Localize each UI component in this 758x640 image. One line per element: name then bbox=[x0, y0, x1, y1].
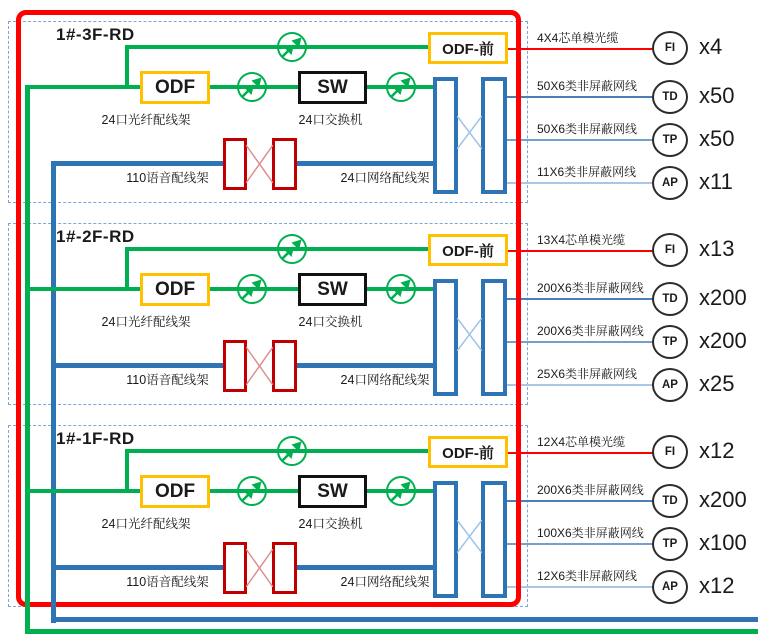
node-count: x4 bbox=[699, 34, 723, 59]
voice-panel-caption: 110语音配线架 bbox=[126, 171, 209, 185]
fiber-cable-line bbox=[506, 250, 654, 252]
node-circle-tp: TP bbox=[652, 123, 688, 157]
node-circle-td: TD bbox=[652, 282, 688, 316]
fiber-backbone-trunk-vertical bbox=[25, 85, 30, 634]
cable-label: 100X6类非屏蔽网线 bbox=[537, 526, 644, 540]
node-circle-ap: AP bbox=[652, 166, 688, 200]
fiber-splice-icon bbox=[276, 435, 308, 467]
odf-box: ODF bbox=[140, 71, 210, 104]
fiber-line-riser-connector bbox=[125, 45, 129, 89]
network-cable-line bbox=[505, 500, 654, 502]
cable-label: 200X6类非屏蔽网线 bbox=[537, 281, 644, 295]
voice-crossconnect-icon bbox=[246, 145, 273, 183]
voice-panel-right bbox=[272, 138, 297, 190]
network-crossconnect-icon bbox=[457, 520, 482, 553]
cable-label: 11X6类非屏蔽网线 bbox=[537, 165, 637, 179]
odf-front-box: ODF-前 bbox=[428, 234, 508, 266]
cable-label: 25X6类非屏蔽网线 bbox=[537, 367, 638, 381]
node-circle-fi: FI bbox=[652, 233, 688, 267]
fiber-splice-icon bbox=[385, 273, 417, 305]
node-circle-td: TD bbox=[652, 80, 688, 114]
network-panel-right bbox=[481, 481, 507, 598]
voice-crossconnect-icon bbox=[246, 347, 273, 385]
node-count: x12 bbox=[699, 573, 735, 598]
network-cable-line bbox=[505, 341, 654, 343]
voice-line-left bbox=[51, 363, 223, 368]
odf-box: ODF bbox=[140, 273, 210, 306]
node-count: x50 bbox=[699, 83, 735, 108]
voice-backbone-trunk-horizontal bbox=[51, 617, 758, 622]
cable-label: 13X4芯单模光缆 bbox=[537, 233, 626, 247]
cable-label: 50X6类非屏蔽网线 bbox=[537, 79, 638, 93]
cable-label: 200X6类非屏蔽网线 bbox=[537, 324, 644, 338]
network-panel-right bbox=[481, 279, 507, 396]
network-cable-line bbox=[505, 586, 654, 588]
node-count: x200 bbox=[699, 487, 747, 512]
odf-front-box: ODF-前 bbox=[428, 32, 508, 64]
voice-line-right bbox=[295, 363, 435, 368]
cable-label: 50X6类非屏蔽网线 bbox=[537, 122, 638, 136]
voice-panel-right bbox=[272, 542, 297, 594]
node-count: x200 bbox=[699, 285, 747, 310]
node-circle-fi: FI bbox=[652, 435, 688, 469]
fiber-line-trunk-branch bbox=[25, 489, 140, 493]
node-count: x50 bbox=[699, 126, 735, 151]
fiber-cable-line bbox=[506, 452, 654, 454]
voice-line-left bbox=[51, 565, 223, 570]
voice-line-left bbox=[51, 161, 223, 166]
floor-title: 1#-2F-RD bbox=[56, 227, 135, 246]
odf-caption: 24口光纤配线架 bbox=[101, 315, 191, 329]
network-panel-caption: 24口网络配线架 bbox=[340, 575, 430, 589]
voice-panel-caption: 110语音配线架 bbox=[126, 575, 209, 589]
fiber-line-trunk-branch bbox=[25, 85, 140, 89]
voice-line-right bbox=[295, 161, 435, 166]
node-count: x25 bbox=[699, 371, 735, 396]
node-count: x12 bbox=[699, 438, 735, 463]
network-cable-line bbox=[505, 96, 654, 98]
voice-panel-right bbox=[272, 340, 297, 392]
voice-panel-caption: 110语音配线架 bbox=[126, 373, 209, 387]
network-cable-line bbox=[505, 384, 654, 386]
node-count: x13 bbox=[699, 236, 735, 261]
fiber-line-riser-connector bbox=[125, 247, 129, 291]
switch-box: SW bbox=[298, 273, 367, 306]
fiber-splice-icon bbox=[276, 31, 308, 63]
fiber-splice-icon bbox=[236, 273, 268, 305]
cable-label: 200X6类非屏蔽网线 bbox=[537, 483, 644, 497]
odf-box: ODF bbox=[140, 475, 210, 508]
fiber-line-riser-connector bbox=[125, 449, 129, 493]
fiber-splice-icon bbox=[385, 475, 417, 507]
fiber-splice-icon bbox=[276, 233, 308, 265]
switch-caption: 24口交换机 bbox=[298, 113, 363, 127]
fiber-splice-icon bbox=[236, 475, 268, 507]
node-circle-tp: TP bbox=[652, 527, 688, 561]
network-cable-line bbox=[505, 298, 654, 300]
network-panel-right bbox=[481, 77, 507, 194]
odf-front-box: ODF-前 bbox=[428, 436, 508, 468]
voice-crossconnect-icon bbox=[246, 549, 273, 587]
node-circle-ap: AP bbox=[652, 570, 688, 604]
switch-caption: 24口交换机 bbox=[298, 315, 363, 329]
node-circle-ap: AP bbox=[652, 368, 688, 402]
network-cable-line bbox=[505, 139, 654, 141]
network-panel-caption: 24口网络配线架 bbox=[340, 171, 430, 185]
voice-panel-left bbox=[223, 138, 247, 190]
fiber-backbone-trunk-horizontal bbox=[25, 629, 758, 634]
voice-line-right bbox=[295, 565, 435, 570]
network-crossconnect-icon bbox=[457, 116, 482, 149]
node-count: x200 bbox=[699, 328, 747, 353]
switch-box: SW bbox=[298, 71, 367, 104]
switch-caption: 24口交换机 bbox=[298, 517, 363, 531]
network-crossconnect-icon bbox=[457, 318, 482, 351]
network-panel-caption: 24口网络配线架 bbox=[340, 373, 430, 387]
floor-title: 1#-3F-RD bbox=[56, 25, 135, 44]
node-circle-tp: TP bbox=[652, 325, 688, 359]
odf-caption: 24口光纤配线架 bbox=[101, 517, 191, 531]
cable-label: 12X4芯单模光缆 bbox=[537, 435, 626, 449]
fiber-splice-icon bbox=[385, 71, 417, 103]
network-cable-line bbox=[505, 543, 654, 545]
switch-box: SW bbox=[298, 475, 367, 508]
node-circle-fi: FI bbox=[652, 31, 688, 65]
floor-title: 1#-1F-RD bbox=[56, 429, 135, 448]
node-count: x100 bbox=[699, 530, 747, 555]
network-cable-line bbox=[505, 182, 654, 184]
cable-label: 12X6类非屏蔽网线 bbox=[537, 569, 638, 583]
fiber-cable-line bbox=[506, 48, 654, 50]
odf-caption: 24口光纤配线架 bbox=[101, 113, 191, 127]
node-circle-td: TD bbox=[652, 484, 688, 518]
voice-panel-left bbox=[223, 340, 247, 392]
fiber-line-trunk-branch bbox=[25, 287, 140, 291]
fiber-splice-icon bbox=[236, 71, 268, 103]
voice-panel-left bbox=[223, 542, 247, 594]
node-count: x11 bbox=[699, 169, 733, 194]
cable-label: 4X4芯单模光缆 bbox=[537, 31, 619, 45]
